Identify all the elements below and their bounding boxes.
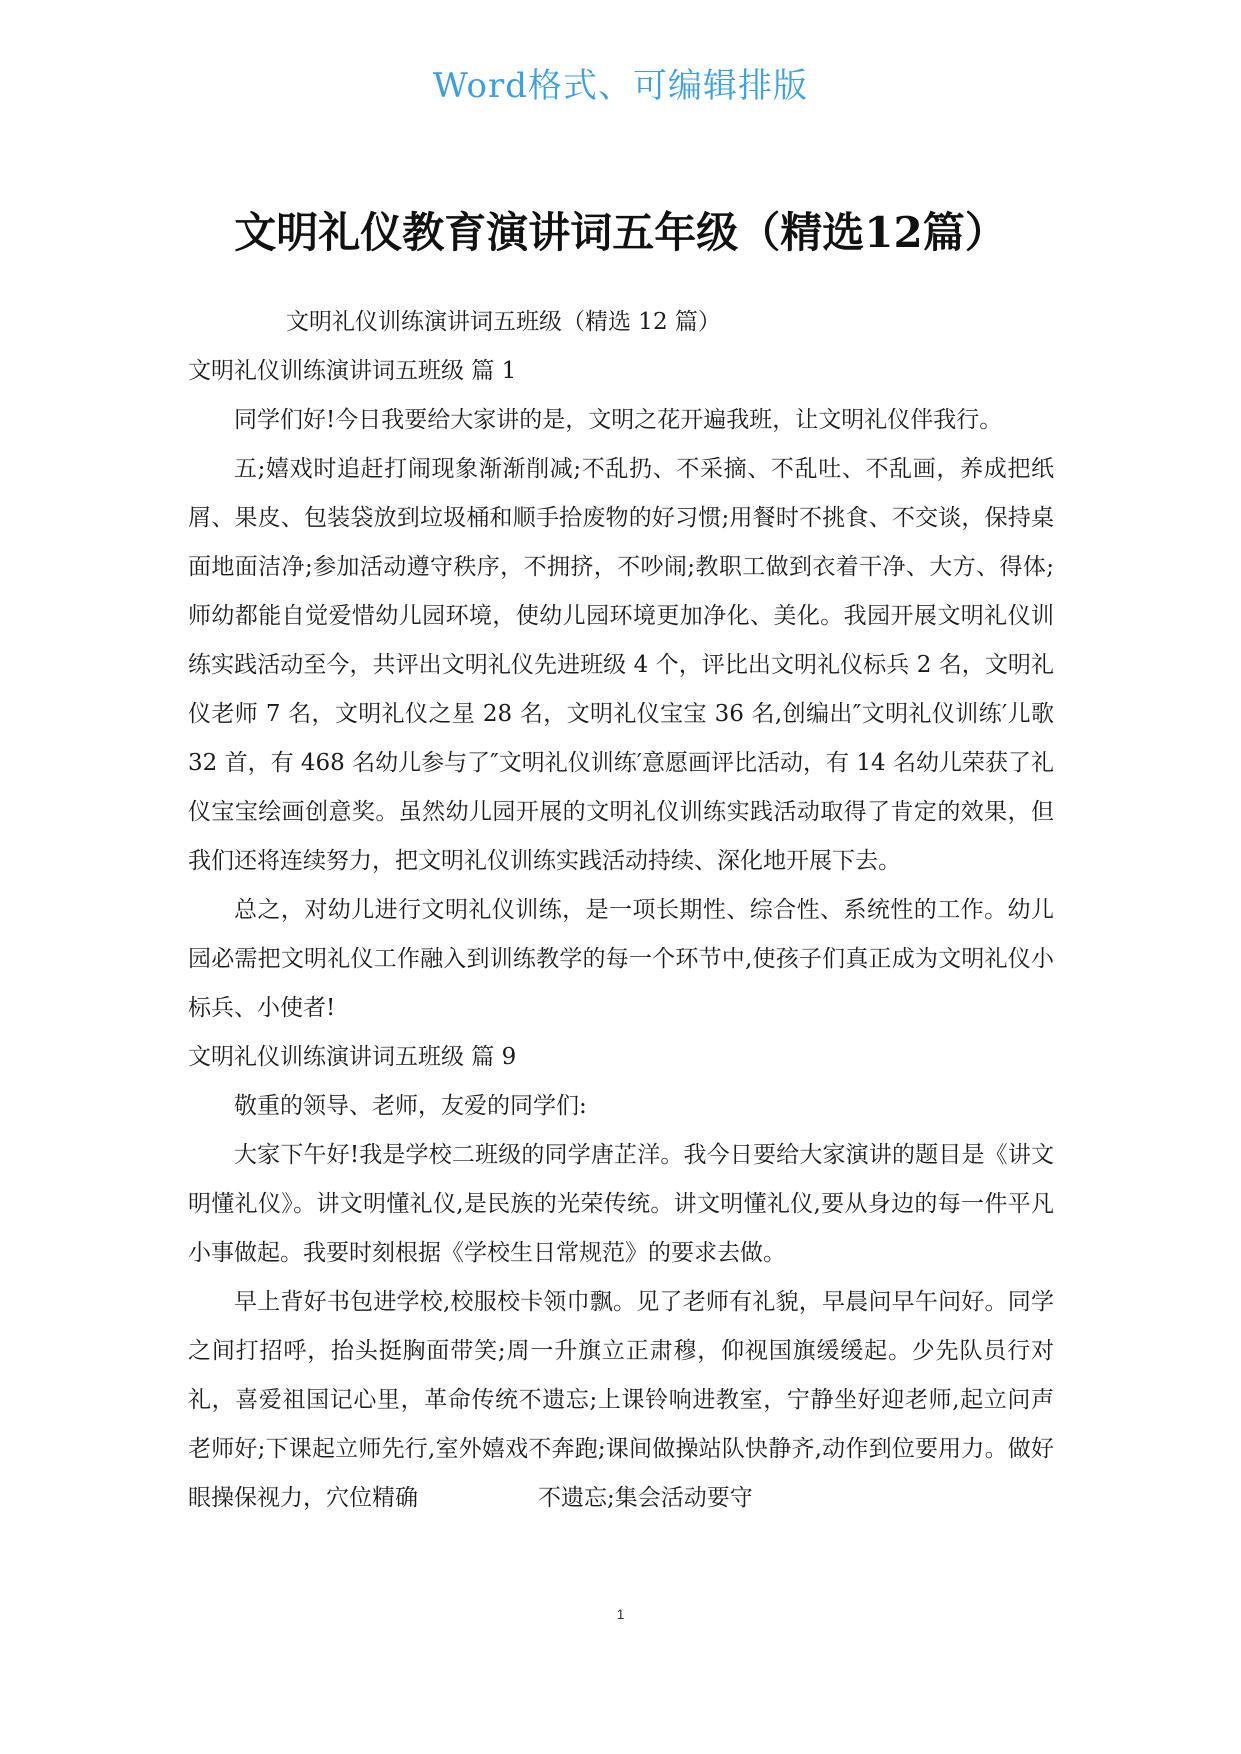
section-heading-9: 文明礼仪训练演讲词五班级 篇 9 bbox=[188, 1044, 517, 1070]
paragraph: 敬重的领导、老师，友爱的同学们: bbox=[234, 1093, 587, 1119]
paragraph-text-continued: 不遗忘;集会活动要守 bbox=[538, 1485, 753, 1511]
page-number: 1 bbox=[616, 1606, 625, 1622]
paragraph: 总之，对幼儿进行文明礼仪训练，是一项长期性、综合性、系统性的工作。幼儿园必需把文明礼仪工作融入到训练教学的每一个环节中,使孩子们真正成为文明礼仪小标兵、小使者! bbox=[188, 897, 1054, 1021]
section-heading-1: 文明礼仪训练演讲词五班级 篇 1 bbox=[188, 358, 517, 384]
paragraph-text: 早上背好书包进学校,校服校卡领巾飘。见了老师有礼貌，早晨问早午问好。同学之间打招呼，抬头挺胸面带笑;周一升旗立正肃穆，仰视国旗缓缓起。少先队员行对礼，喜爱祖国记心里，革命传统不遗忘;上课铃响进教室，宁静坐好迎老师,起立问声老师好;下课起立师先行,室外嬉戏不奔跑;课间做操站队快静齐,动作到位要用力。做好眼操保视力，穴位精确 bbox=[188, 1289, 1054, 1511]
paragraph: 同学们好!今日我要给大家讲的是，文明之花开遍我班，让文明礼仪伴我行。 bbox=[234, 407, 1003, 433]
document-header: Word格式、可编辑排版 bbox=[432, 66, 809, 106]
paragraph: 大家下午好!我是学校二班级的同学唐芷洋。我今日要给大家演讲的题目是《讲文明懂礼仪》。讲文明懂礼仪,是民族的光荣传统。讲文明懂礼仪,要从身边的每一件平凡小事做起。我要时刻根据《学校生日常规范》的要求去做。 bbox=[188, 1142, 1054, 1266]
paragraph: 五;嬉戏时追赶打闹现象渐渐削减;不乱扔、不采摘、不乱吐、不乱画，养成把纸屑、果皮、包装袋放到垃圾桶和顺手拾废物的好习惯;用餐时不挑食、不交谈，保持桌面地面洁净;参加活动遵守秩序，不拥挤，不吵闹;教职工做到衣着干净、大方、得体;师幼都能自觉爱惜幼儿园环境，使幼儿园环境更加净化、美化。我园开展文明礼仪训练实践活动至今，共评出文明礼仪先进班级 4 个，评比出文明礼仪标兵 2 名，文明礼仪老师 7 名，文明礼仪之星 28 名，文明礼仪宝宝 36 名,创编出″文明礼仪训练′儿歌 32 首，有 468 名幼儿参与了″文明礼仪训练′意愿画评比活动，有 14 名幼儿荣获了礼仪宝宝绘画创意奖。虽然幼儿园开展的文明礼仪训练实践活动取得了肯定的效果，但我们还将连续努力，把文明礼仪训练实践活动持续、深化地开展下去。 bbox=[188, 456, 1054, 874]
document-title: 文明礼仪教育演讲词五年级（精选12篇） bbox=[234, 208, 1007, 257]
paragraph-last bbox=[188, 1278, 1054, 1523]
document-subtitle: 文明礼仪训练演讲词五班级（精选 12 篇） bbox=[286, 309, 721, 335]
document-body bbox=[188, 298, 1054, 1523]
